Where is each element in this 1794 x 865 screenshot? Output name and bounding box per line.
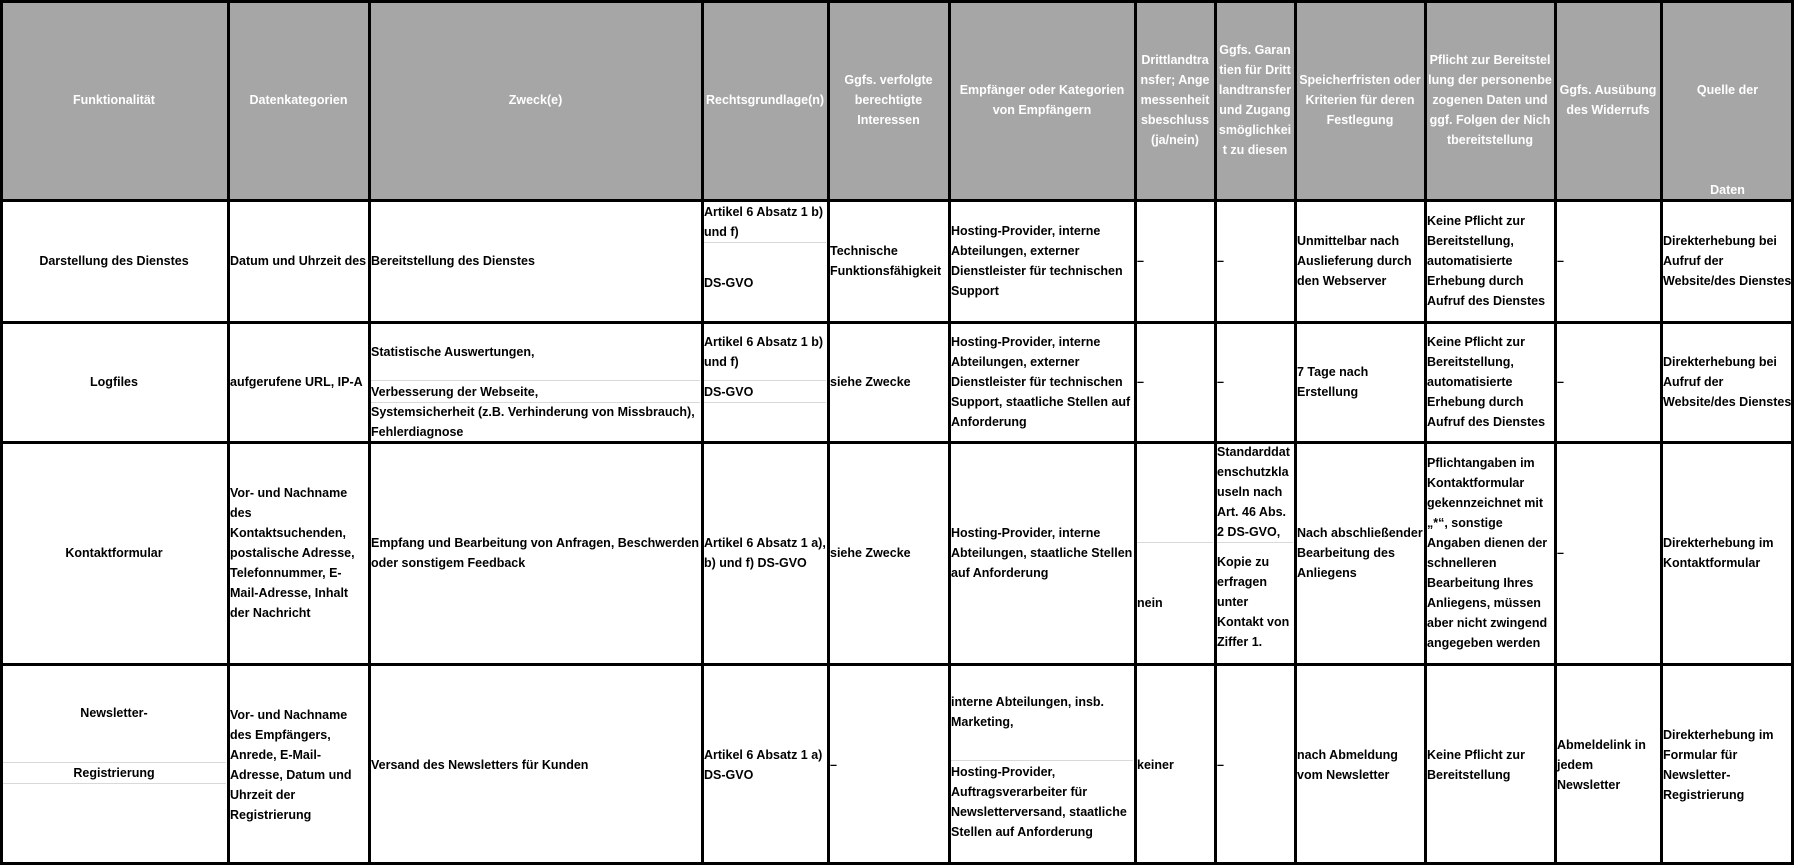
row2-rechts-separator-2 [704, 402, 826, 403]
row1-zweck: Bereitstellung des Dienstes [369, 200, 702, 322]
header-datenkategorien: Datenkategorien [228, 0, 369, 200]
grid-line [1294, 0, 1297, 865]
row2-garantien: – [1215, 322, 1295, 442]
header-quelle-line2: Daten [1710, 183, 1745, 197]
row4-pflicht: Keine Pflicht zur Bereitstellung [1425, 664, 1555, 865]
row4-rechtsgrundlage: Artikel 6 Absatz 1 a) DS-GVO [702, 664, 828, 865]
row2-pflicht: Keine Pflicht zur Bereitstellung, automatisierte Erhebung durch Aufruf des Dienstes [1425, 322, 1555, 442]
grid-line [1424, 0, 1427, 865]
row4-garantien: – [1215, 664, 1295, 865]
row1-datenkategorien: Datum und Uhrzeit des [228, 200, 369, 322]
row4-funktion-separator [2, 762, 226, 763]
header-widerruf: Ggfs. Ausübung des Widerrufs [1555, 0, 1661, 200]
row3-rechtsgrundlage: Artikel 6 Absatz 1 a), b) und f) DS-GVO [702, 442, 828, 664]
grid-line [0, 199, 1794, 202]
row4-quelle: Direkterhebung im Formular für Newsletter-Registrierung [1661, 664, 1794, 865]
row3-garantien-separator [1217, 542, 1293, 543]
row3-empfaenger: Hosting-Provider, interne Abteilungen, staatliche Stellen auf Anforderung [949, 442, 1135, 664]
row3-quelle: Direkterhebung im Kontaktformular [1661, 442, 1794, 664]
row4-interessen: – [828, 664, 949, 865]
header-pflicht: Pflicht zur Bereitstellung der personenbezogenen Daten und ggf. Folgen der Nichtbereitstellung [1425, 0, 1555, 200]
row3-widerruf: – [1555, 442, 1661, 664]
row3-drittland-separator [1137, 542, 1213, 543]
row1-rechts-separator [704, 242, 826, 243]
row2-rechts-separator [704, 380, 826, 381]
row3-pflicht: Pflichtangaben im Kontaktformular gekennzeichnet mit „*“, sonstige Angaben dienen der schnelleren Bearbeitung Ihres Anliegens, müssen aber nicht zwingend angegeben werden [1425, 442, 1555, 664]
row4-datenkategorien: Vor- und Nachname des Empfängers, Anrede, E-Mail-Adresse, Datum und Uhrzeit der Registrierung [228, 664, 369, 865]
grid-line [0, 663, 1794, 666]
grid-line [0, 0, 1794, 3]
grid-line [0, 321, 1794, 324]
row1-rechtsgrundlage-b: DS-GVO [702, 272, 828, 294]
row4-widerruf: Abmeldelink in jedem Newsletter [1555, 664, 1661, 865]
row4-empfaenger-separator [951, 760, 1133, 761]
row2-quelle: Direkterhebung bei Aufruf der Website/des Dienstes [1661, 322, 1794, 442]
row1-interessen: Technische Funktionsfähigkeit [828, 200, 949, 322]
row2-zweck-c: Systemsicherheit (z.B. Verhinderung von Missbrauch), Fehlerdiagnose [369, 402, 702, 442]
row3-drittland: nein [1135, 592, 1215, 614]
row2-speicherfristen: 7 Tage nach Erstellung [1295, 322, 1425, 442]
row2-funktionalitaet: Logfiles [0, 322, 228, 442]
row2-zweck-b: Verbesserung der Webseite, [369, 382, 702, 402]
row1-quelle: Direkterhebung bei Aufruf der Website/des Dienstes [1661, 200, 1794, 322]
row3-datenkategorien: Vor- und Nachname des Kontaktsuchenden, postalische Adresse, Telefonnummer, E-Mail-Adresse, Inhalt der Nachricht [228, 442, 369, 664]
row4-zweck: Versand des Newsletters für Kunden [369, 664, 702, 865]
row2-zweck-separator-2 [371, 402, 700, 403]
grid-line [368, 0, 371, 865]
grid-line [1554, 0, 1557, 865]
row1-drittland: – [1135, 200, 1215, 322]
header-funktionalitaet: Funktionalität [0, 0, 228, 200]
header-zweck: Zweck(e) [369, 0, 702, 200]
row2-widerruf: – [1555, 322, 1661, 442]
row1-empfaenger: Hosting-Provider, interne Abteilungen, externer Dienstleister für technischen Support [949, 200, 1135, 322]
row2-rechtsgrundlage-b: DS-GVO [702, 382, 828, 402]
header-empfaenger: Empfänger oder Kategorien von Empfängern [949, 0, 1135, 200]
row2-interessen: siehe Zwecke [828, 322, 949, 442]
row1-speicherfristen: Unmittelbar nach Auslieferung durch den Webserver [1295, 200, 1425, 322]
grid-line [948, 0, 951, 865]
row4-empfaenger-a: interne Abteilungen, insb. Marketing, [949, 692, 1135, 734]
row2-rechtsgrundlage-a: Artikel 6 Absatz 1 b) und f) [702, 332, 828, 374]
header-speicherfristen: Speicherfristen oder Kriterien für deren Festlegung [1295, 0, 1425, 200]
row3-garantien-b: Kopie zu erfragen unter Kontakt von Ziffer 1. [1215, 552, 1295, 664]
grid-line [1134, 0, 1137, 865]
row4-drittland: keiner [1135, 664, 1215, 865]
row4-empfaenger-b: Hosting-Provider, Auftragsverarbeiter für Newsletterversand, staatliche Stellen auf Anforderung [949, 762, 1135, 865]
row3-funktionalitaet: Kontaktformular [0, 442, 228, 664]
grid-line [0, 441, 1794, 444]
row1-rechtsgrundlage-a: Artikel 6 Absatz 1 b) und f) [702, 202, 828, 244]
grid-line [227, 0, 230, 865]
row2-zweck-a: Statistische Auswertungen, [369, 340, 702, 364]
row3-garantien-a: Standarddatenschutzklauseln nach Art. 46 Abs. 2 DS-GVO, [1215, 442, 1295, 542]
header-rechtsgrundlage: Rechtsgrundlage(n) [702, 0, 828, 200]
row4-funktionalitaet-b: Registrierung [0, 762, 228, 784]
row2-zweck-separator [371, 380, 700, 381]
header-drittland: Drittlandtransfer; Angemessenheitsbeschluss (ja/nein) [1135, 0, 1215, 200]
grid-line [0, 0, 3, 865]
row2-drittland: – [1135, 322, 1215, 442]
row4-funktionalitaet-a: Newsletter- [0, 702, 228, 724]
header-interessen: Ggfs. verfolgte berechtigte Interessen [828, 0, 949, 200]
row4-funktion-separator-2 [2, 783, 226, 784]
row1-funktionalitaet: Darstellung des Dienstes [0, 200, 228, 322]
grid-line [827, 0, 830, 865]
grid-line [1214, 0, 1217, 865]
row1-pflicht: Keine Pflicht zur Bereitstellung, automatisierte Erhebung durch Aufruf des Dienstes [1425, 200, 1555, 322]
row3-zweck: Empfang und Bearbeitung von Anfragen, Beschwerden oder sonstigem Feedback [369, 442, 702, 664]
row3-speicherfristen: Nach abschließender Bearbeitung des Anliegens [1295, 442, 1425, 664]
row3-interessen: siehe Zwecke [828, 442, 949, 664]
grid-line [1660, 0, 1663, 865]
grid-line [701, 0, 704, 865]
header-quelle-line1: Quelle der [1696, 83, 1759, 97]
row2-empfaenger: Hosting-Provider, interne Abteilungen, externer Dienstleister für technischen Support, staatliche Stellen auf Anforderung [949, 322, 1135, 442]
header-quelle [1661, 0, 1794, 200]
row1-garantien: – [1215, 200, 1295, 322]
row4-speicherfristen: nach Abmeldung vom Newsletter [1295, 664, 1425, 865]
row2-datenkategorien: aufgerufene URL, IP-A [228, 322, 369, 442]
header-garantien: Ggfs. Garantien für Drittlandtransfer und Zugangsmöglichkeit zu diesen [1215, 0, 1295, 200]
row1-widerruf: – [1555, 200, 1661, 322]
